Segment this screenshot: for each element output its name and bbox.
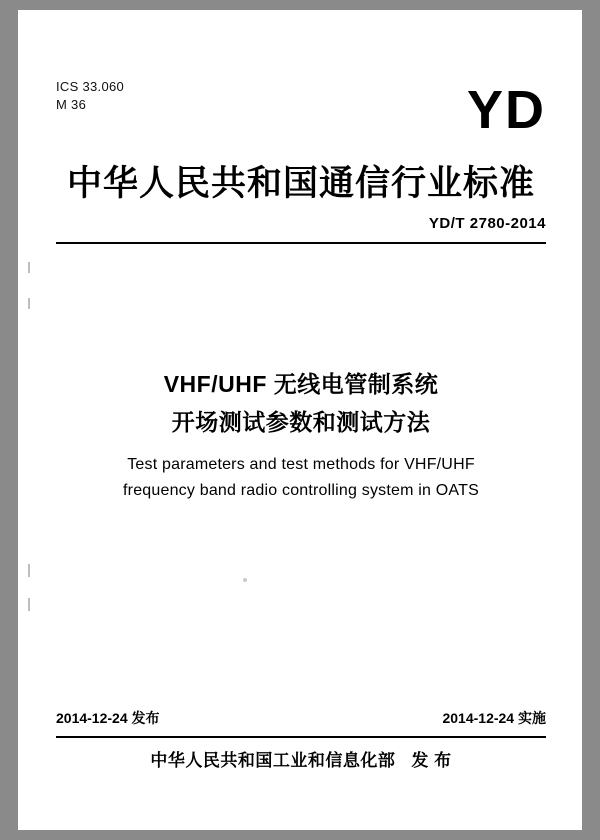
issuer-name: 中华人民共和国工业和信息化部 (150, 751, 396, 770)
document-page (18, 10, 582, 830)
title-chinese-line-2: 开场测试参数和测试方法 (171, 409, 431, 435)
standard-number: YD/T 2780-2014 (428, 215, 546, 232)
ics-block (56, 78, 124, 114)
title-chinese (56, 365, 546, 441)
title-english (56, 452, 546, 504)
issue-date: 2014-12-24 发布 (56, 710, 160, 726)
scan-artifact (28, 298, 30, 309)
footer-divider (56, 736, 546, 738)
series-title: 中华人民共和国通信行业标准 (66, 164, 535, 203)
scan-artifact (28, 262, 30, 273)
scan-artifact (28, 598, 30, 611)
yd-logo: YD (466, 80, 546, 140)
scan-artifact (28, 564, 30, 577)
scan-artifact (243, 578, 247, 582)
title-english-line-1: Test parameters and test methods for VHF/UHF (127, 456, 475, 473)
issuer-line (56, 746, 546, 771)
title-chinese-line-1: VHF/UHF 无线电管制系统 (163, 371, 439, 397)
issuer-action: 发 布 (411, 751, 452, 770)
classification-code: M 36 (56, 97, 87, 112)
cover-content (56, 60, 546, 790)
title-english-line-2: frequency band radio controlling system in OATS (123, 482, 479, 499)
header-divider (56, 242, 546, 244)
ics-code: ICS 33.060 (56, 79, 125, 94)
implement-date: 2014-12-24 实施 (442, 710, 546, 726)
